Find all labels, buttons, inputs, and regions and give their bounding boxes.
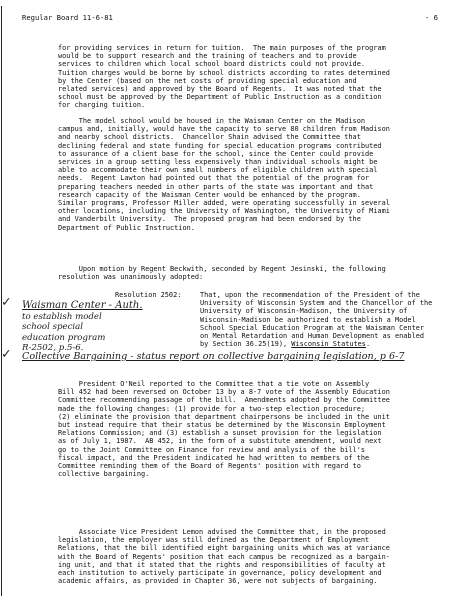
handwritten-topic-heading: Collective Bargaining - status report on collective bargaining legislation, p 6-7 — [22, 351, 405, 362]
page-header-title: Regular Board 11-6-81 — [22, 13, 113, 22]
resolution-text — [200, 291, 448, 348]
handwritten-note-line: to establish model — [22, 311, 102, 322]
handwritten-margin-note — [22, 301, 143, 354]
check-mark-icon: ✓ — [2, 346, 11, 362]
resolution-statute: Wisconsin Statutes — [291, 340, 366, 349]
handwritten-note-line: R-2502, p.5-6. — [22, 343, 84, 353]
check-mark-icon: ✓ — [2, 294, 11, 310]
paragraph-motion: Upon motion by Regent Beckwith, seconded by Regent Jesinski, the following resolution was unanimously adopted: — [58, 265, 386, 282]
resolution-body: That, upon the recommendation of the President of the University of Wisconsin System and the Chancellor of the University of Wisconsin-Madison, the University of Wisconsin-Madison be authorized to establish a Model School Special Education Program at the Waisman Center on Mental Retardation and Human Development as enabled by Section 36.25(19), — [200, 291, 433, 349]
resolution-label: Resolution 2502: — [115, 291, 182, 299]
paragraph-model-school: The model school would be housed in the Waisman Center on the Madison campus and, initially, would have the capacity to serve 80 children from Madison and nearby school districts. Chancellor Shain advised the Committee that declining federal and state funding for special education programs contributed to assurance of a client base for the school, since the Center could provide services in a group setting less expensively than individual schools might be able to accommodate their own small numbers of eligible children with special needs. Regent Lawton had pointed out that the potential of the program for preparing teachers needed in other parts of the state was important and that research capacity of the Waisman Center would be enhanced by the program. Similar programs, Professor Miller added, were operating successfully in several other locations, including the University of Washington, the University of Miami and Vanderbilt University. The proposed program had been endorsed by the Department of Public Instruction. — [58, 117, 390, 232]
resolution-end: . — [365, 340, 371, 349]
paragraph-legislation: Associate Vice President Lemon advised the Committee that, in the proposed legislation, the employer was still defined as the Department of Employment Relations, that the bill identified eight bargaining units which was at variance with the Board of Regents' position that each campus be recognized as a bargain- ing unit, and that it stated that the rights and responsibilities of faculty at each institution to actively participate in governance, policy development and academic affairs, as provided in Chapter 36, were not subjects of bargaining. — [58, 528, 390, 586]
paragraph-collective-bargaining: President O'Neil reported to the Committee that a tie vote on Assembly Bill 452 had been reversed on October 13 by a 8-7 vote of the Assembly Education Committee recommending passage of the bill. Amendments adopted by the Committee made the following changes: (1) provide for a two-step election procedure; (2) eliminate the provision that department chairpersons be included in the unit but instead require that their status be determined by the Wisconsin Employment Relations Commission; and (3) establish a sunset provision for the legislation as of July 1, 1987. AB 452, in the form of a substitute amendment, would next go to the Joint Committee on Finance for review and analysis of the bill's fiscal impact, and the President indicated he had written to members of the Committee reminding them of the Board of Regents' position with regard to collective bargaining. — [58, 380, 390, 479]
handwritten-note-line: school special — [22, 322, 84, 332]
handwritten-note-line: education program — [22, 332, 106, 343]
paragraph-tuition: for providing services in return for tuition. The main purposes of the program would be to support research and the training of teachers and to provide services to children which local school board districts could not provide. Tuition charges would be borne by school districts according to rates determined by the Center (based on the net costs of providing special education and related services) and approved by the Board of Regents. It was noted that the school must be approved by the Department of Public Instruction as a condition for charging tuition. — [58, 44, 390, 110]
handwritten-note-line: Waisman Center - Auth. — [22, 300, 143, 311]
page-number: - 6 — [425, 13, 438, 22]
